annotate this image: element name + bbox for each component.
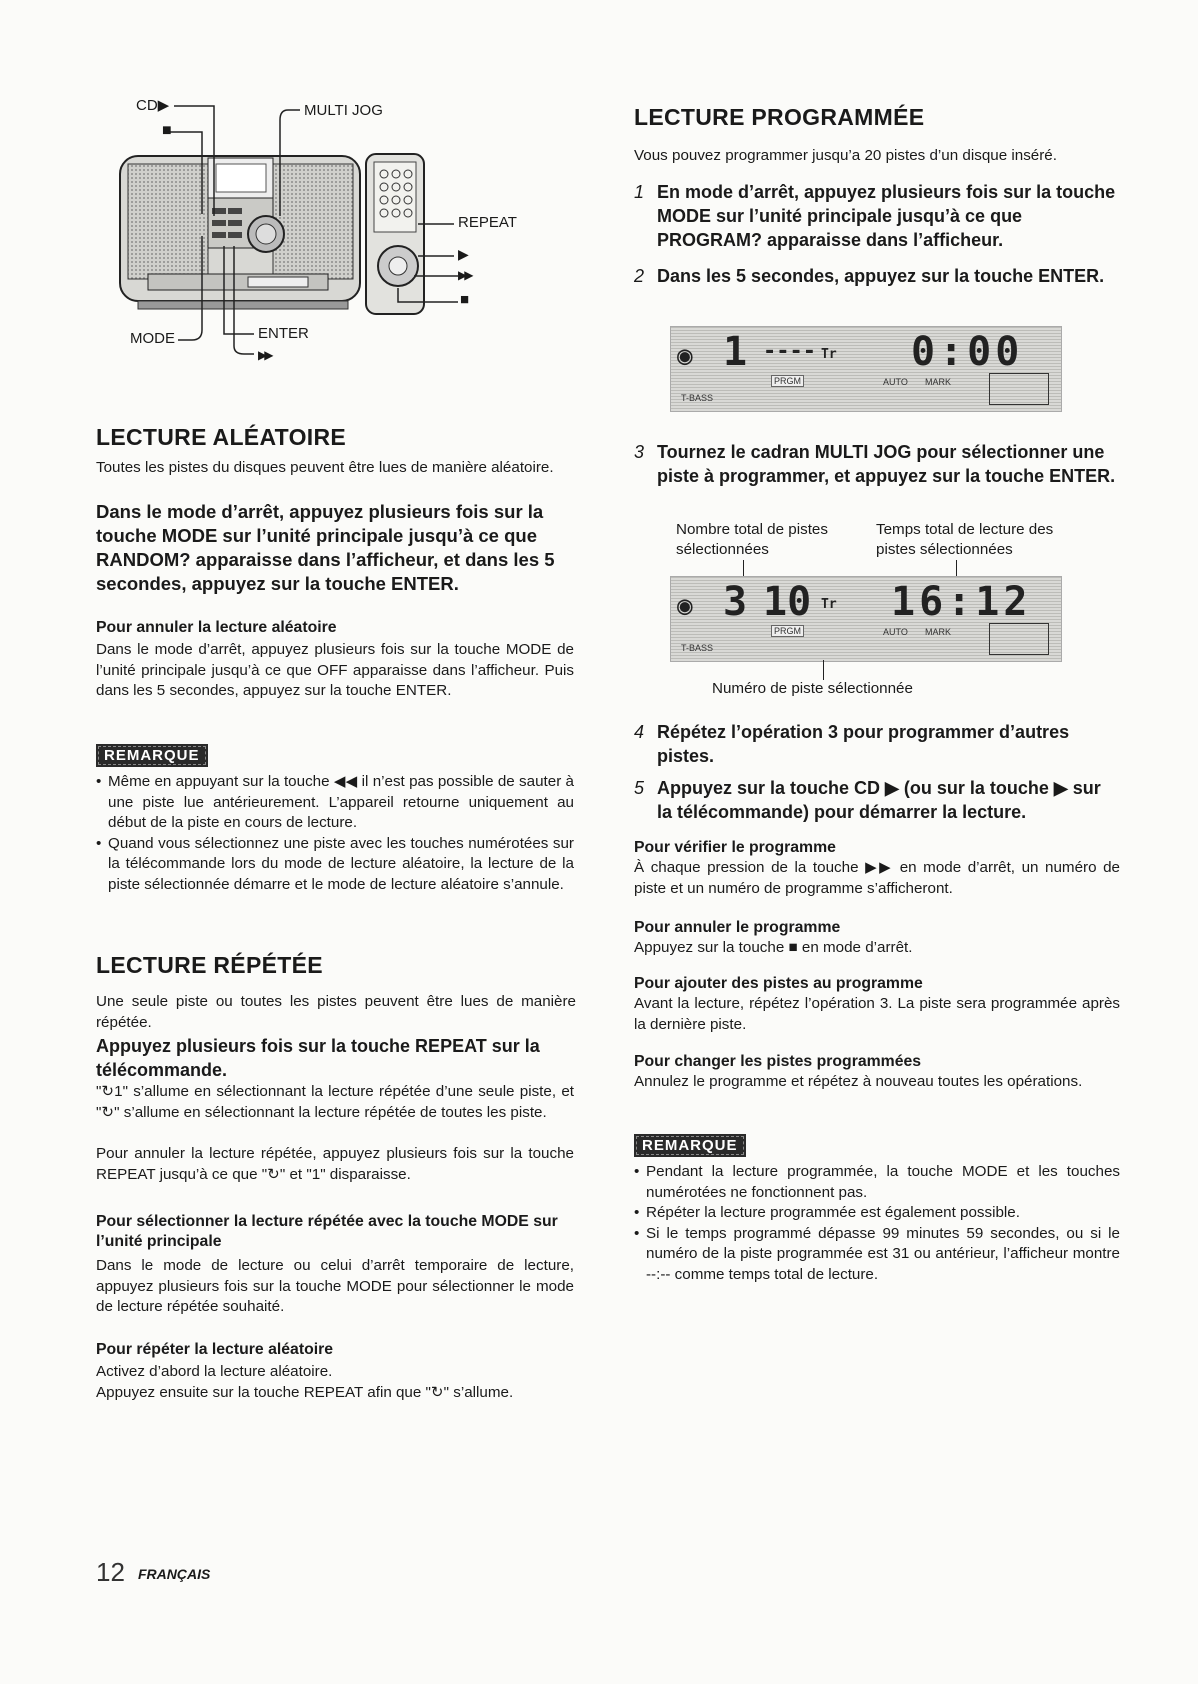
repetee-random-text2: Appuyez ensuite sur la touche REPEAT afin que "↻" s’allume.: [96, 1384, 514, 1401]
enter-label: ENTER: [258, 325, 309, 342]
lcd1-tbass: T-BASS: [681, 393, 714, 403]
remarque-badge-2: REMARQUE: [634, 1134, 746, 1157]
label-nombre: Nombre total de pistes sélectionnées: [676, 521, 828, 558]
programmee-intro: Vous pouvez programmer jusqu’a 20 pistes d’un disque inséré.: [634, 147, 1057, 164]
repetee-random-text1: Activez d’abord la lecture aléatoire.: [96, 1363, 333, 1380]
cd-play-label: CD▶: [136, 97, 170, 114]
lcd1-prgm: PRGM: [771, 375, 804, 387]
page-number: 12: [96, 1557, 125, 1587]
repetee-title: LECTURE RÉPÉTÉE: [96, 952, 323, 978]
lcd1-track: 1: [723, 329, 748, 375]
add-text: Avant la lecture, répétez l’opération 3. La piste sera programmée après la dernière piste.: [634, 995, 1120, 1033]
list-item: • Même en appuyant sur la touche ◀◀ il n’est pas possible de sauter à une piste lue antérieurement. L’appareil retourne uniquement au début de la piste en cours de lecture.: [96, 772, 574, 834]
repetee-lead: Appuyez plusieurs fois sur la touche REPEAT sur la télécommande.: [96, 1036, 540, 1080]
lcd1-tr: Tr: [821, 347, 837, 362]
verify-text: À chaque pression de la touche ▶▶ en mode d’arrêt, un numéro de piste et un numéro de programme s’afficheront.: [634, 859, 1120, 897]
lcd2-mark: MARK: [925, 627, 952, 637]
play-label: ▶: [458, 246, 469, 262]
aleatoire-notes: [96, 772, 574, 895]
device-illustration: [118, 96, 578, 396]
step-3: 3 Tournez le cadran MULTI JOG pour sélectionner une piste à programmer, et appuyez sur la touche ENTER.: [634, 442, 1116, 486]
list-item: • Quand vous sélectionnez une piste avec les touches numérotées sur la télécommande lors du mode de lecture aléatoire, la lecture de la piste sélectionnée démarre et le mode de lecture aléatoire s’annule.: [96, 834, 574, 896]
lcd2-tr: Tr: [821, 597, 837, 612]
aleatoire-cancel-title: Pour annuler la lecture aléatoire: [96, 619, 337, 636]
repetee-mode-text: Dans le mode de lecture ou celui d’arrêt temporaire de lecture, appuyez plusieurs fois sur la touche MODE pour sélectionner le mode de lecture répétée souhaité.: [96, 1257, 574, 1315]
lcd1-time: 0:00: [911, 329, 1024, 375]
step-1: 1 En mode d’arrêt, appuyez plusieurs fois sur la touche MODE sur l’unité principale jusqu’à ce que PROGRAM? apparaisse dans l’afficheur.: [634, 182, 1116, 250]
aleatoire-intro: Toutes les pistes du disques peuvent être lues de manière aléatoire.: [96, 459, 554, 476]
remarque-badge-1: REMARQUE: [96, 744, 208, 767]
label-temps: Temps total de lecture des pistes sélectionnées: [876, 521, 1054, 558]
change-title: Pour changer les pistes programmées: [634, 1053, 922, 1070]
step-4: 4 Répétez l’opération 3 pour programmer d’autres pistes.: [634, 722, 1070, 766]
multi-jog-label: MULTI JOG: [304, 102, 383, 119]
lcd-display-program: [670, 326, 1062, 412]
stop-label: ■: [162, 122, 172, 139]
step-2: 2 Dans les 5 secondes, appuyez sur la touche ENTER.: [634, 266, 1105, 286]
ffwd-label: ▶▶: [458, 268, 471, 282]
repetee-text1: "↻1" s’allume en sélectionnant la lecture répétée d’une seule piste, et "↻" s’allume en sélectionnant la lecture répétée de toutes les piste.: [96, 1083, 574, 1121]
disc-icon: ◉: [677, 591, 693, 621]
lcd1-box: [989, 373, 1049, 405]
aleatoire-lead: Dans le mode d’arrêt, appuyez plusieurs fois sur la touche MODE sur l’unité principale jusqu’à ce que RANDOM? apparaisse dans l’afficheur, et dans les 5 secondes, appuyez sur la touche ENTER.: [96, 501, 555, 594]
label-numero: Numéro de piste sélectionnée: [712, 680, 913, 697]
step-5: 5 Appuyez sur la touche CD ▶ (ou sur la touche ▶ sur la télécommande) pour démarrer la lecture.: [634, 778, 1101, 822]
list-item: • Pendant la lecture programmée, la touche MODE et les touches numérotées ne fonctionnent pas.: [634, 1162, 1120, 1203]
aleatoire-cancel-text: Dans le mode d’arrêt, appuyez plusieurs fois sur la touche MODE de l’unité principale jusqu’à ce que OFF apparaisse dans l’afficheur. Puis dans les 5 secondes, appuyez sur la touche ENTER.: [96, 641, 574, 699]
mode-label: MODE: [130, 330, 175, 347]
list-item: • Si le temps programmé dépasse 99 minutes 59 secondes, ou si le numéro de la piste programmée est 31 ou antérieur, l’afficheur montre --:-- comme temps total de lecture.: [634, 1224, 1120, 1286]
lcd1-mark: MARK: [925, 377, 952, 387]
repetee-random-title: Pour répéter la lecture aléatoire: [96, 1341, 334, 1358]
lcd1-auto: AUTO: [883, 377, 908, 387]
lcd2-auto: AUTO: [883, 627, 908, 637]
device-drawing: [118, 96, 578, 396]
cancel-program-title: Pour annuler le programme: [634, 919, 841, 936]
list-item: • Répéter la lecture programmée est également possible.: [634, 1203, 1120, 1224]
ffwd2-label: ▶▶: [258, 348, 271, 362]
aleatoire-title: LECTURE ALÉATOIRE: [96, 424, 347, 450]
lcd2-tbass: T-BASS: [681, 643, 714, 653]
programmee-notes: [634, 1162, 1120, 1285]
disc-icon: ◉: [677, 341, 693, 371]
add-title: Pour ajouter des pistes au programme: [634, 975, 923, 992]
change-text: Annulez le programme et répétez à nouveau toutes les opérations.: [634, 1073, 1083, 1090]
programmee-title: LECTURE PROGRAMMÉE: [634, 104, 925, 130]
lcd2-prgm: PRGM: [771, 625, 804, 637]
cancel-program-text: Appuyez sur la touche ■ en mode d’arrêt.: [634, 939, 913, 956]
verify-title: Pour vérifier le programme: [634, 839, 836, 856]
lcd2-box: [989, 623, 1049, 655]
repetee-intro: Une seule piste ou toutes les pistes peuvent être lues de manière répétée.: [96, 993, 576, 1031]
lcd1-dashes: ----: [763, 339, 816, 364]
lcd2-time: 16:12: [891, 579, 1032, 625]
language-label: FRANÇAIS: [138, 1566, 211, 1582]
lcd2-count: 10: [763, 579, 812, 625]
repetee-text2: Pour annuler la lecture répétée, appuyez plusieurs fois sur la touche REPEAT jusqu’à ce que "↻" et "1" disparaisse.: [96, 1145, 574, 1183]
stop2-label: ■: [460, 291, 470, 308]
repetee-mode-title: Pour sélectionner la lecture répétée avec la touche MODE sur l’unité principale: [96, 1213, 558, 1250]
callout-line-numero: [823, 660, 824, 680]
repeat-label: REPEAT: [458, 214, 517, 231]
lcd-display-program-2: [670, 576, 1062, 662]
lcd2-track: 3: [723, 579, 748, 625]
